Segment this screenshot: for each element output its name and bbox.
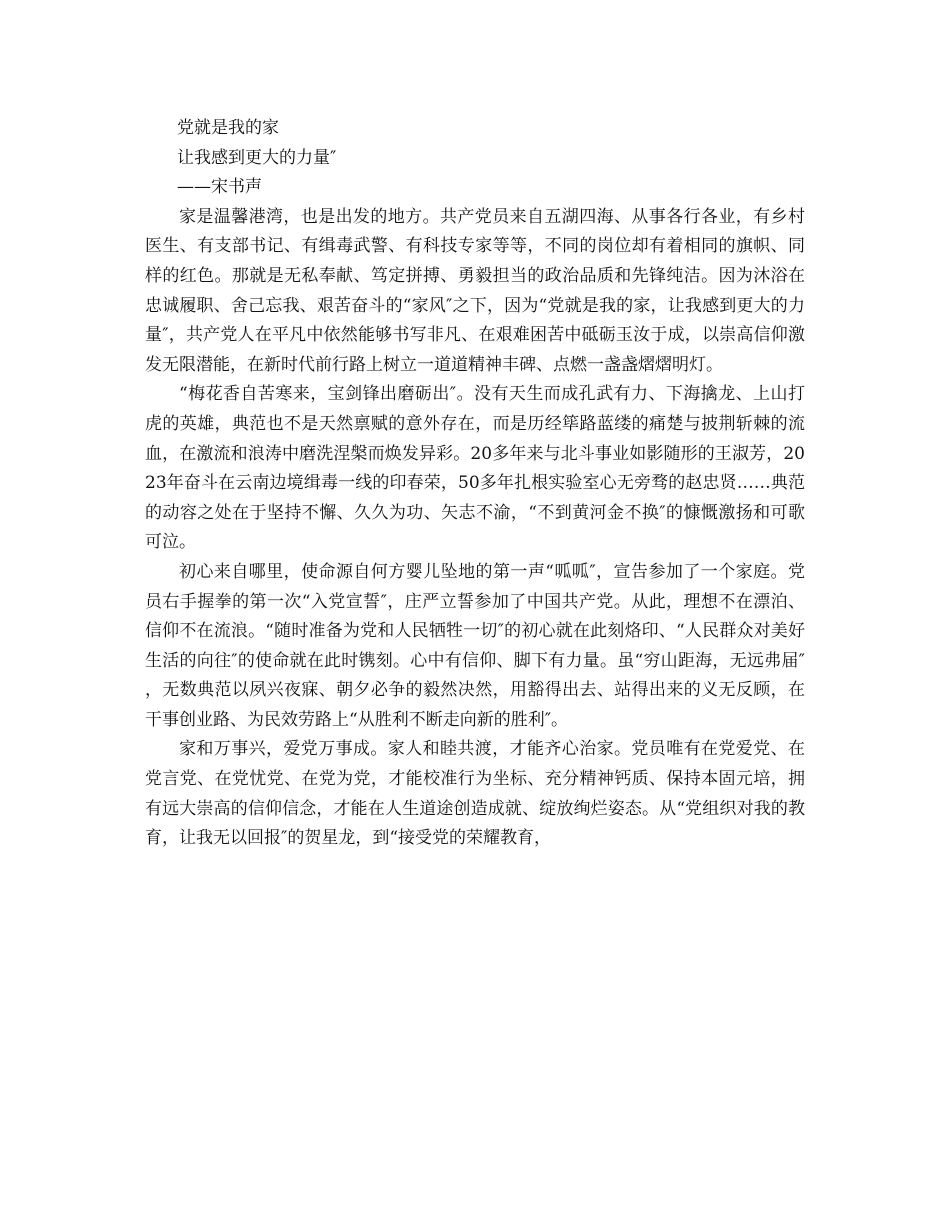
paragraph-2: “梅花香自苦寒来，宝剑锋出磨砺出″。没有天生而成孔武有力、下海擒龙、上山打虎的英雄，典范也不是天然禀赋的意外存在，而是历经筚路蓝缕的痛楚与披荆斩棘的流血，在激流和浪涛中磨洗涅槃而焕发异彩。20多年来与北斗事业如影随形的王淑芳，2023年奋斗在云南边境缉毒一线的印春荣，50多年扎根实验室心无旁骛的赵忠贤……典范的动容之处在于坚持不懈、久久为功、矢志不渝，“不到黄河金不换″的慷慨激扬和可歌可泣。: [145, 384, 805, 553]
poem-attribution: ——宋书声: [177, 177, 262, 198]
poem-line-2: 让我感到更大的力量″: [177, 147, 337, 168]
paragraph-1: 家是温馨港湾，也是出发的地方。共产党员来自五湖四海、从事各行各业，有乡村医生、有支部书记、有缉毒武警、有科技专家等等，不同的岗位却有着相同的旗帜、同样的红色。那就是无私奉献、笃定拼搏、勇毅担当的政治品质和先锋纯洁。因为沐浴在忠诚履职、舍己忘我、艰苦奋斗的“家风″之下，因为“党就是我的家，让我感到更大的力量″，共产党人在平凡中依然能够书写非凡、在艰难困苦中砥砺玉汝于成，以崇高信仰激发无限潜能，在新时代前行路上树立一道道精神丰碑、点燃一盏盏熠熠明灯。: [145, 206, 805, 375]
paragraph-3: 初心来自哪里，使命源自何方婴儿坠地的第一声“呱呱″，宣告参加了一个家庭。党员右手握拳的第一次“入党宣誓″，庄严立誓参加了中国共产党。从此，理想不在漂泊、信仰不在流浪。“随时准备为党和人民牺牲一切″的初心就在此刻烙印、“人民群众对美好生活的向往″的使命就在此时镌刻。心中有信仰、脚下有力量。虽“穷山距海，无远弗届″，无数典范以夙兴夜寐、朝夕必争的毅然决然，用豁得出去、站得出来的义无反顾，在干事创业路、为民效劳路上“从胜利不断走向新的胜利″。: [145, 561, 805, 730]
document-page: [145, 114, 805, 854]
poem-line-1: 党就是我的家: [177, 118, 279, 138]
paragraph-4: 家和万事兴，爱党万事成。家人和睦共渡，才能齐心治家。党员唯有在党爱党、在党言党、在党忧党、在党为党，才能校准行为坐标、充分精神钙质、保持本固元培，拥有远大崇高的信仰信念，才能在人生道途创造成就、绽放绚烂姿态。从“党组织对我的教育，让我无以回报″的贺星龙，到“接受党的荣耀教育，: [145, 739, 805, 849]
